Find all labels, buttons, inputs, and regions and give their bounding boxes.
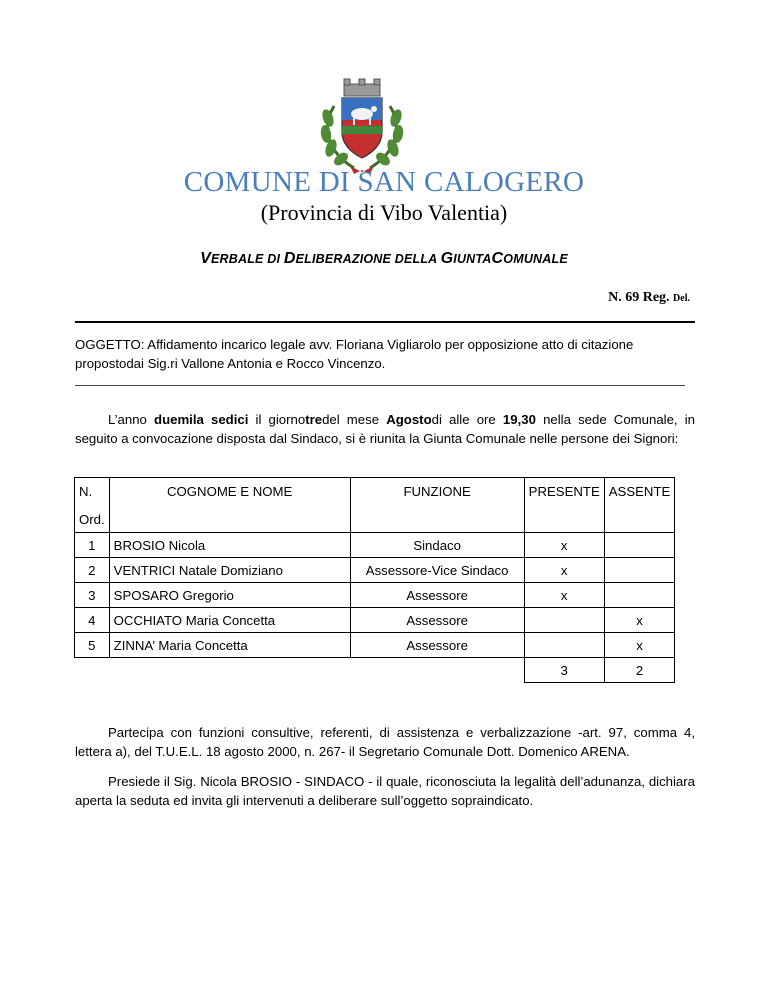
heading-part: OMUNALE: [503, 252, 568, 266]
header-assente: ASSENTE: [604, 478, 675, 513]
table-row: [75, 583, 675, 608]
heading-part: ELIBERAZIONE DELLA: [295, 252, 441, 266]
absent-mark: [604, 558, 675, 583]
present-mark: x: [524, 583, 604, 608]
intro-bold: duemila sedici: [154, 412, 249, 427]
absent-mark: [604, 533, 675, 558]
present-mark: x: [524, 558, 604, 583]
totals-row: [75, 658, 675, 683]
heading-part: D: [283, 250, 296, 267]
header-funzione: FUNZIONE: [350, 478, 524, 513]
intro-paragraph: [75, 410, 695, 448]
intro-bold: 19,30: [502, 412, 536, 427]
member-name: ZINNA’ Maria Concetta: [109, 633, 350, 658]
intro-bold: Agosto: [386, 412, 432, 427]
heading-part: V: [200, 250, 211, 267]
row-number: 3: [75, 583, 110, 608]
total-absent: 2: [604, 658, 675, 683]
document-type-heading: [0, 250, 768, 268]
present-mark: x: [524, 533, 604, 558]
partecipa-paragraph: Partecipa con funzioni consultive, referenti, di assistenza e verbalizzazione -art. 97, comma 4, lettera a), del T.U.E.L. 18 agosto 2000, n. 267- il Segretario Comunale Dott. Domenico ARENA.: [75, 725, 695, 759]
total-present: 3: [524, 658, 604, 683]
present-mark: [524, 633, 604, 658]
subject-line-2: propostodai Sig.ri Vallone Antonia e Rocco Vincenzo.: [75, 356, 386, 371]
present-mark: [524, 608, 604, 633]
registry-number: [608, 290, 690, 306]
absent-mark: [604, 583, 675, 608]
heading-part: G: [440, 250, 454, 267]
member-name: OCCHIATO Maria Concetta: [109, 608, 350, 633]
divider: [75, 321, 695, 323]
header-empty: [524, 512, 604, 533]
intro-text: di alle ore: [431, 412, 503, 427]
province-subtitle: (Provincia di Vibo Valentia): [260, 200, 508, 225]
member-role: Assessore-Vice Sindaco: [350, 558, 524, 583]
coat-of-arms-icon: [314, 76, 410, 176]
member-name: VENTRICI Natale Domiziano: [109, 558, 350, 583]
divider: [75, 385, 685, 386]
intro-text: il giorno: [248, 412, 306, 427]
heading-part: C: [491, 250, 504, 267]
row-number: 1: [75, 533, 110, 558]
absent-mark: x: [604, 633, 675, 658]
totals-empty: [350, 658, 524, 683]
table-row: [75, 533, 675, 558]
header-name: COGNOME E NOME: [109, 478, 350, 513]
subject-line-1: OGGETTO: Affidamento incarico legale avv. Floriana Vigliarolo per opposizione atto di citazione: [75, 337, 634, 352]
member-role: Assessore: [350, 633, 524, 658]
presiede-paragraph: Presiede il Sig. Nicola BROSIO - SINDACO - il quale, riconosciuta la legalità dell’adunanza, dichiara aperta la seduta ed invita gli intervenuti a deliberare sull’oggetto sopraindicato.: [75, 774, 695, 808]
attendance-table: [74, 477, 675, 683]
table-row: [75, 558, 675, 583]
header-empty: [604, 512, 675, 533]
member-name: BROSIO Nicola: [109, 533, 350, 558]
header-empty: [109, 512, 350, 533]
registry-number-suffix: Del.: [673, 293, 690, 304]
heading-part: ERBALE DI: [210, 252, 284, 266]
absent-mark: x: [604, 608, 675, 633]
header-n: N.: [75, 478, 110, 513]
heading-part: IUNTA: [453, 252, 492, 266]
member-name: SPOSARO Gregorio: [109, 583, 350, 608]
intro-text: L’anno: [108, 412, 155, 427]
header-empty: [350, 512, 524, 533]
member-role: Sindaco: [350, 533, 524, 558]
intro-text: nella sede Comunale, in seguito a convocazione disposta dal Sindaco, si è riunita la Giunta Comunale nelle persone dei Signori:: [75, 412, 695, 446]
table-header-row: [75, 478, 675, 513]
table-header-row: [75, 512, 675, 533]
table-row: [75, 633, 675, 658]
row-number: 4: [75, 608, 110, 633]
table-row: [75, 608, 675, 633]
totals-empty: [75, 658, 110, 683]
intro-bold: tre: [305, 412, 323, 427]
row-number: 2: [75, 558, 110, 583]
registry-number-value: N. 69 Reg.: [608, 290, 670, 305]
totals-empty: [109, 658, 350, 683]
header-ord: Ord.: [75, 512, 110, 533]
row-number: 5: [75, 633, 110, 658]
intro-text: del mese: [322, 412, 387, 427]
member-role: Assessore: [350, 583, 524, 608]
member-role: Assessore: [350, 608, 524, 633]
subject-block: [75, 335, 695, 373]
header-presente: PRESENTE: [524, 478, 604, 513]
municipality-title: COMUNE DI SAN CALOGERO: [183, 166, 585, 198]
